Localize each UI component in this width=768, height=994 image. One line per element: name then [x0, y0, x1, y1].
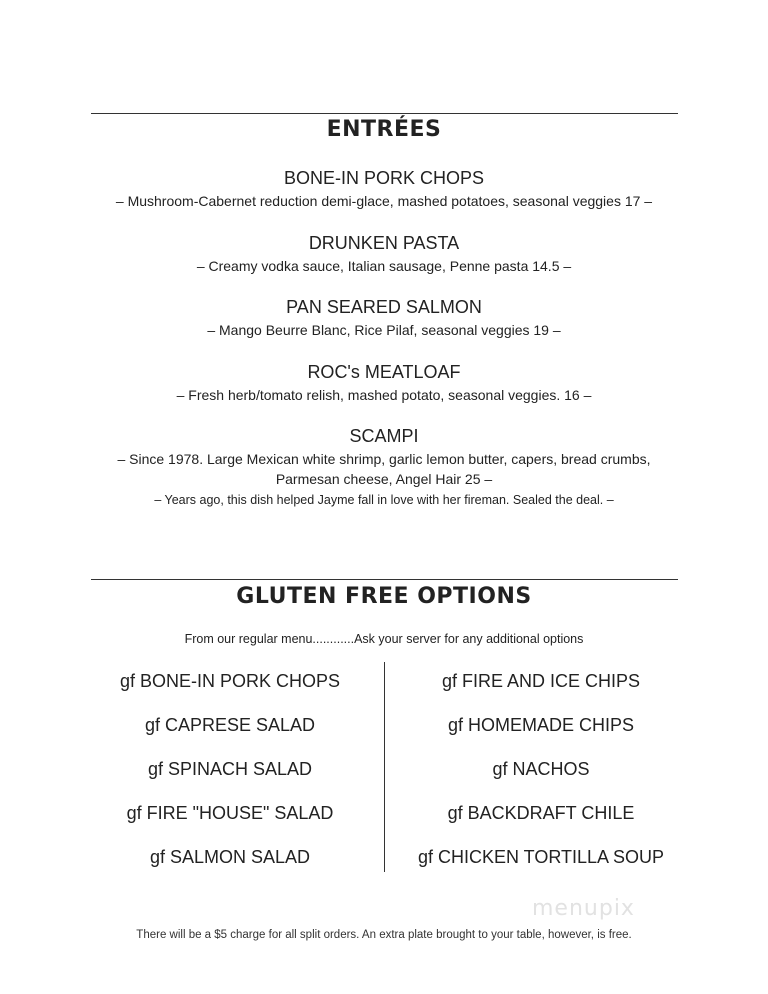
- entree-description-continued: Parmesan cheese, Angel Hair 25 –: [275, 471, 493, 487]
- entree-name: ROC's MEATLOAF: [307, 362, 461, 382]
- gluten-free-divider: [91, 579, 678, 580]
- entree-name: BONE-IN PORK CHOPS: [283, 168, 485, 188]
- entree-item: [0, 296, 768, 340]
- gf-list-item: gf NACHOS: [492, 759, 590, 779]
- entree-description: – Creamy vodka sauce, Italian sausage, Penne pasta 14.5 –: [196, 258, 572, 274]
- gf-list-item: gf HOMEMADE CHIPS: [447, 715, 635, 735]
- entree-item: [0, 361, 768, 405]
- gluten-free-intro: From our regular menu............Ask your server for any additional options: [184, 632, 584, 646]
- gluten-free-right-column: [391, 668, 691, 888]
- gf-list-item: gf CHICKEN TORTILLA SOUP: [417, 847, 665, 867]
- gf-list-item: gf FIRE "HOUSE" SALAD: [126, 803, 334, 823]
- entree-note: – Years ago, this dish helped Jayme fall in love with her fireman. Sealed the deal. –: [154, 493, 614, 507]
- entree-description: – Since 1978. Large Mexican white shrimp, garlic lemon butter, capers, bread crumbs,: [117, 451, 651, 467]
- gf-list-item: gf CAPRESE SALAD: [144, 715, 316, 735]
- entree-description: – Fresh herb/tomato relish, mashed potato, seasonal veggies. 16 –: [176, 387, 592, 403]
- entree-description: – Mushroom-Cabernet reduction demi-glace, mashed potatoes, seasonal veggies 17 –: [115, 193, 653, 209]
- column-divider: [384, 662, 385, 872]
- gf-list-item: gf FIRE AND ICE CHIPS: [441, 671, 641, 691]
- gluten-free-heading: GLUTEN FREE OPTIONS: [236, 584, 532, 609]
- entree-item: [0, 425, 768, 509]
- entree-name: SCAMPI: [349, 426, 419, 446]
- gf-list-item: gf BACKDRAFT CHILE: [447, 803, 635, 823]
- entree-item: [0, 232, 768, 276]
- entrees-heading: ENTRÉES: [326, 117, 442, 142]
- watermark-logo: menupix: [532, 896, 635, 921]
- top-divider: [91, 113, 678, 114]
- gf-list-item: gf BONE-IN PORK CHOPS: [119, 671, 341, 691]
- entree-name: PAN SEARED SALMON: [286, 297, 482, 317]
- gf-list-item: gf SALMON SALAD: [149, 847, 311, 867]
- entree-item: [0, 167, 768, 211]
- entree-description: – Mango Beurre Blanc, Rice Pilaf, seasonal veggies 19 –: [207, 322, 561, 338]
- footer-note: There will be a $5 charge for all split orders. An extra plate brought to your table, however, is free.: [136, 929, 632, 941]
- gf-list-item: gf SPINACH SALAD: [147, 759, 313, 779]
- entree-name: DRUNKEN PASTA: [308, 233, 460, 253]
- gluten-free-left-column: [80, 668, 380, 888]
